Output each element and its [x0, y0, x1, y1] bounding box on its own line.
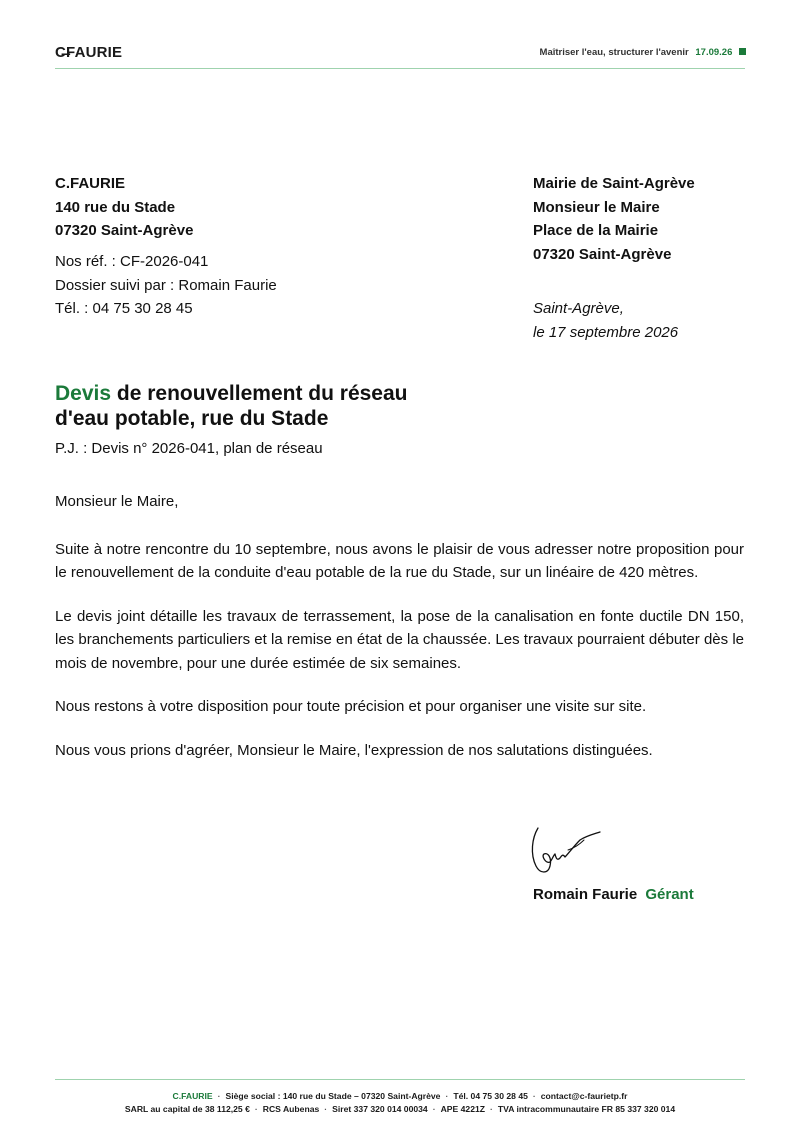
- signer-role: Gérant: [645, 886, 694, 903]
- footer-phone: Tél. 04 75 30 28 45: [453, 1091, 528, 1101]
- header-divider: [55, 68, 745, 69]
- subject-accent: Devis: [55, 382, 112, 405]
- footer-vat: TVA intracommunautaire FR 85 337 320 014: [497, 1104, 676, 1114]
- signer-block: [533, 886, 694, 903]
- paragraph-2: Le devis joint détaille les travaux de terrassement, la pose de la canalisation en fonte ductile DN 150, les branchements particuliers et la remise en état de la chaussée. Les travaux pourraient débuter dès le mois de novembre, pour une durée estimée de six semaines.: [55, 607, 744, 672]
- subject-line1: de renouvellement du réseau: [116, 382, 408, 405]
- footer-ape: APE 4221Z: [440, 1104, 486, 1114]
- sender-city: 07320 Saint-Agrève: [55, 222, 194, 239]
- header-date: 17.09.26: [695, 47, 733, 58]
- letter-body: [55, 490, 744, 782]
- sender-name: C.FAURIE: [55, 175, 126, 192]
- footer-email[interactable]: contact@c-faurietp.fr: [540, 1091, 628, 1101]
- recipient-street: Place de la Mairie: [533, 222, 659, 239]
- footer-divider: [55, 1079, 745, 1080]
- header-tagline: Maîtriser l'eau, structurer l'avenir: [539, 47, 689, 58]
- sender-phone: Tél. : 04 75 30 28 45: [55, 300, 193, 317]
- footer: [55, 1090, 745, 1116]
- header-tagline-block: [540, 47, 746, 58]
- letter-subject: [55, 381, 495, 431]
- handwritten-signature: [528, 824, 603, 880]
- footer-siret: Siret 337 320 014 00034: [332, 1104, 428, 1114]
- attachments: P.J. : Devis n° 2026-041, plan de réseau: [55, 440, 323, 457]
- footer-line-2: SARL au capital de 38 112,25 € · RCS Aubenas · Siret 337 320 014 00034 · APE 4221Z · TVA intracommunautaire FR 85 337 320 014: [124, 1104, 676, 1114]
- subject-line2: d'eau potable, rue du Stade: [55, 407, 329, 430]
- paragraph-4: Nous vous prions d'agréer, Monsieur le Maire, l'expression de nos salutations distinguées.: [55, 741, 653, 759]
- place-date: [533, 297, 678, 345]
- sender-address: [55, 172, 193, 243]
- recipient-org: Mairie de Saint-Agrève: [533, 175, 695, 192]
- footer-seat: Siège social : 140 rue du Stade – 07320 Saint-Agrève: [225, 1091, 441, 1101]
- salutation: Monsieur le Maire,: [55, 493, 179, 510]
- recipient-person: Monsieur le Maire: [533, 198, 660, 216]
- followed-by: Dossier suivi par : Romain Faurie: [55, 276, 277, 294]
- place: Saint-Agrève,: [533, 300, 624, 317]
- footer-company: C.FAURIE: [172, 1091, 213, 1101]
- footer-rcs: RCS Aubenas: [262, 1104, 320, 1114]
- reference-number: Nos réf. : CF-2026-041: [55, 253, 209, 270]
- footer-line-1: C.FAURIE · Siège social : 140 rue du Stade – 07320 Saint-Agrève · Tél. 04 75 30 28 45 · contact@c-faurietp.fr: [172, 1091, 628, 1101]
- paragraph-1: Suite à notre rencontre du 10 septembre, nous avons le plaisir de vous adresser notre proposition pour le renouvellement de la conduite d'eau potable de la rue du Stade, sur un linéaire de 420 mètres.: [55, 540, 744, 581]
- sender-street: 140 rue du Stade: [55, 198, 176, 216]
- company-logo: C̶FAURIE: [55, 44, 123, 61]
- recipient-address: [533, 172, 695, 266]
- footer-capital: SARL au capital de 38 112,25 €: [124, 1104, 250, 1114]
- signer-name: Romain Faurie: [533, 886, 638, 903]
- paragraph-3: Nous restons à votre disposition pour toute précision et pour organiser une visite sur site.: [55, 698, 647, 715]
- recipient-city: 07320 Saint-Agrève: [533, 245, 672, 263]
- letter-date: le 17 septembre 2026: [533, 324, 679, 341]
- sender-references: [55, 250, 277, 321]
- green-square-icon: [739, 48, 746, 55]
